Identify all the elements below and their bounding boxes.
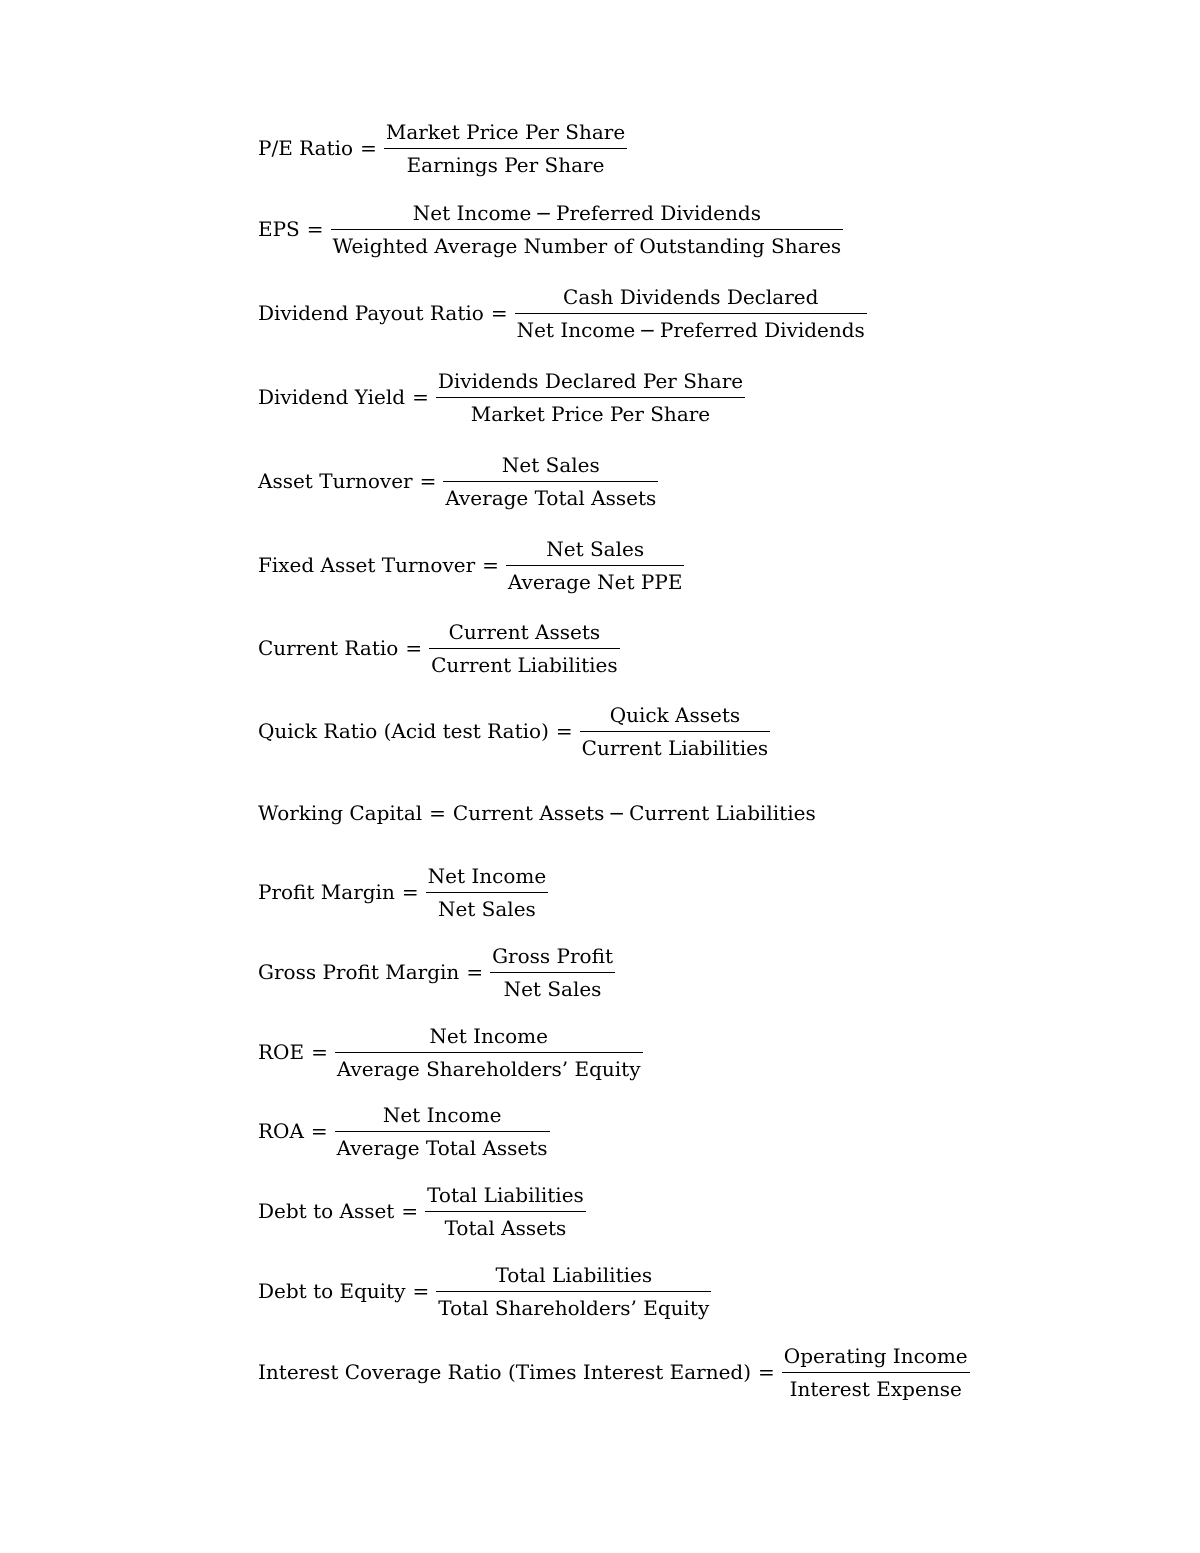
numerator: Net Sales [546, 536, 645, 561]
fraction [426, 861, 549, 924]
equals-sign: = [401, 880, 419, 904]
denominator: Average Shareholders’ Equity [335, 1052, 643, 1084]
formula-label: EPS [258, 217, 300, 241]
fraction [335, 1100, 550, 1163]
denominator: Total Assets [425, 1211, 586, 1243]
formula-fixed-asset-turnover [258, 530, 684, 600]
equals-sign: = [555, 719, 573, 743]
formula-current-ratio [258, 613, 620, 683]
numerator: Net Income [429, 1023, 548, 1048]
fraction [490, 941, 615, 1004]
fraction [425, 1180, 586, 1243]
formula-dividend-yield [258, 362, 745, 432]
denominator: Earnings Per Share [384, 148, 627, 180]
numerator: Quick Assets [609, 702, 741, 727]
equals-sign: = [429, 801, 446, 825]
formula-label: Profit Margin [258, 880, 395, 904]
formula-interest-coverage-ratio [258, 1337, 970, 1407]
fraction [429, 617, 620, 680]
fraction [436, 1260, 711, 1323]
formula-label: Gross Profit Margin [258, 960, 460, 984]
denominator: Net Sales [490, 972, 615, 1004]
equals-sign: = [360, 136, 377, 160]
formula-expression: Current Assets − Current Liabilities [452, 801, 816, 825]
equals-sign: = [306, 217, 324, 241]
formula-label: Debt to Equity [258, 1279, 406, 1303]
denominator: Total Shareholders’ Equity [436, 1291, 711, 1323]
equals-sign: = [490, 301, 508, 325]
denominator: Average Total Assets [443, 481, 658, 513]
numerator: Cash Dividends Declared [563, 284, 819, 309]
fraction [436, 366, 745, 429]
fraction [443, 450, 658, 513]
fraction [580, 700, 771, 763]
formula-profit-margin [258, 857, 548, 927]
equals-sign: = [412, 385, 429, 409]
denominator: Market Price Per Share [436, 397, 745, 429]
denominator: Average Net PPE [506, 565, 685, 597]
numerator: Operating Income [783, 1343, 968, 1368]
denominator: Current Liabilities [580, 731, 771, 763]
equals-sign: = [401, 1199, 419, 1223]
equals-sign: = [419, 469, 437, 493]
formula-eps [258, 194, 843, 264]
fraction [515, 282, 867, 345]
equals-sign: = [466, 960, 484, 984]
numerator: Gross Profit [492, 943, 613, 968]
fraction [782, 1341, 970, 1404]
numerator: Net Sales [501, 452, 600, 477]
denominator: Net Sales [426, 892, 549, 924]
formula-label: ROA [258, 1119, 304, 1143]
formula-label: Working Capital [258, 801, 423, 825]
numerator: Total Liabilities [427, 1182, 584, 1207]
equals-sign: = [310, 1119, 328, 1143]
formula-label: Dividend Yield [258, 385, 406, 409]
formula-quick-ratio [258, 696, 770, 766]
numerator: Net Income [382, 1102, 502, 1127]
fraction [506, 534, 685, 597]
fraction [335, 1021, 643, 1084]
formula-working-capital [258, 778, 816, 848]
formula-roe [258, 1017, 643, 1087]
equals-sign: = [758, 1360, 775, 1384]
denominator: Net Income − Preferred Dividends [515, 313, 867, 345]
formula-asset-turnover [258, 446, 658, 516]
equals-sign: = [405, 636, 423, 660]
equals-sign: = [482, 553, 499, 577]
formula-pe-ratio [258, 113, 627, 183]
numerator: Dividends Declared Per Share [437, 368, 744, 393]
formula-label: Dividend Payout Ratio [258, 301, 484, 325]
denominator: Average Total Assets [335, 1131, 550, 1163]
formula-dividend-payout-ratio [258, 278, 867, 348]
numerator: Market Price Per Share [385, 119, 626, 144]
denominator: Weighted Average Number of Outstanding Shares [331, 229, 844, 261]
formula-label: Quick Ratio (Acid test Ratio) [258, 719, 549, 743]
numerator: Total Liabilities [495, 1262, 653, 1287]
formula-label: Fixed Asset Turnover [258, 553, 476, 577]
formula-label: Current Ratio [258, 636, 399, 660]
formula-debt-to-equity [258, 1256, 711, 1326]
formula-label: P/E Ratio [258, 136, 354, 160]
denominator: Current Liabilities [429, 648, 620, 680]
formula-label: Interest Coverage Ratio (Times Interest Earned) [258, 1360, 752, 1384]
fraction [331, 198, 844, 261]
formula-label: Asset Turnover [258, 469, 413, 493]
formula-debt-to-asset [258, 1176, 586, 1246]
numerator: Net Income − Preferred Dividends [412, 200, 761, 225]
equals-sign: = [412, 1279, 430, 1303]
formula-label: Debt to Asset [258, 1199, 395, 1223]
numerator: Net Income [427, 863, 547, 888]
formula-roa [258, 1096, 550, 1166]
denominator: Interest Expense [782, 1372, 970, 1404]
equals-sign: = [311, 1040, 328, 1064]
fraction [384, 117, 627, 180]
formula-label: ROE [258, 1040, 305, 1064]
numerator: Current Assets [448, 619, 601, 644]
formula-gross-profit-margin [258, 937, 615, 1007]
